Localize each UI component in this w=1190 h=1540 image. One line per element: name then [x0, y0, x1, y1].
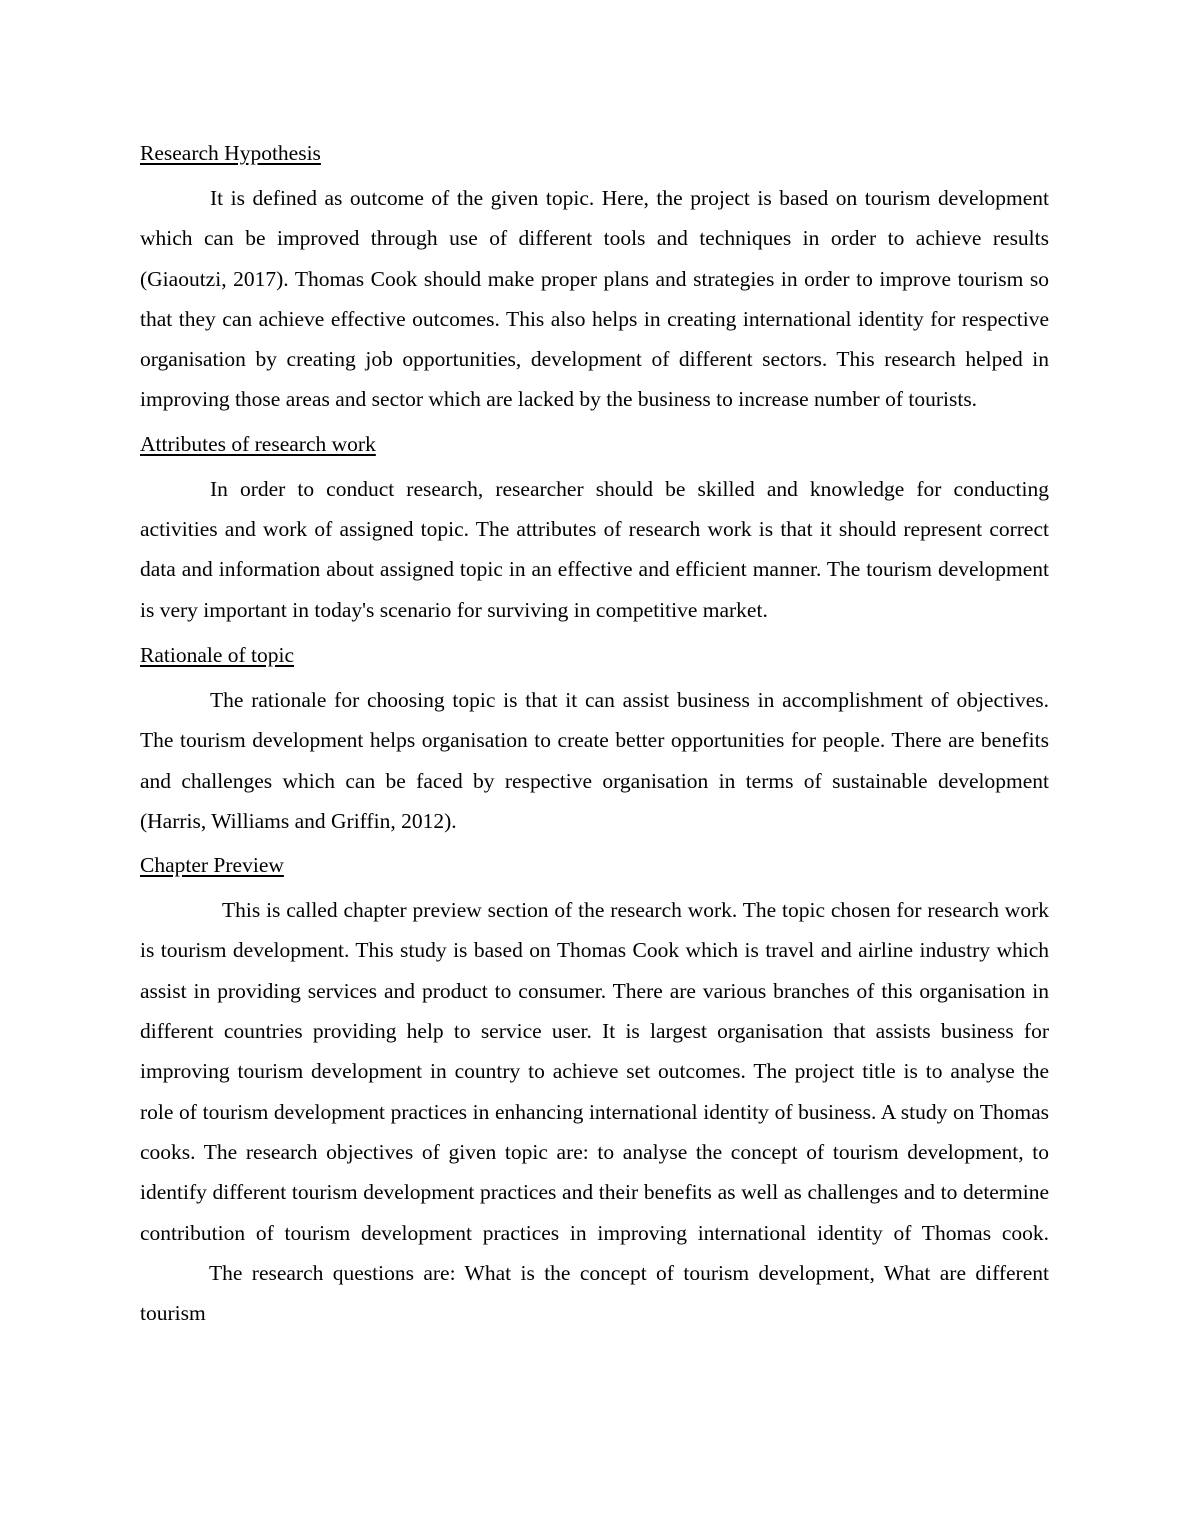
- paragraph-chapter-preview: [140, 890, 1049, 1333]
- heading-rationale-of-topic: Rationale of topic: [140, 642, 295, 667]
- heading-research-hypothesis: Research Hypothesis: [140, 141, 321, 165]
- document-page: [140, 138, 1049, 1333]
- chapter-preview-text-part2: The research questions are: What is the concept of tourism development, What are different tourism: [140, 1260, 1049, 1326]
- heading-attributes-of-research-work: Attributes of research work: [140, 431, 376, 456]
- chapter-preview-text-part1: This is called chapter preview section of the research work. The topic chosen for research work is tourism development. This study is based on Thomas Cook which is travel and airline industry which assist in providing services and product to consumer. There are various branches of this organisation in different countries providing help to service user. It is largest organisation that assists business for improving tourism development in country to achieve set outcomes. The project title is to analyse the role of tourism development practices in enhancing international identity of business. A study on Thomas cooks. The research objectives of given topic are: to analyse the concept of tourism development, to identify different tourism development practices and their benefits as well as challenges and to determine contribution of tourism development practices in improving international identity of Thomas cook.: [140, 898, 1049, 1245]
- paragraph-attributes-of-research-work: In order to conduct research, researcher should be skilled and knowledge for conducting activities and work of assigned topic. The attributes of research work is that it should represent correct data and information about assigned topic in an effective and efficient manner. The tourism development is very important in today's scenario for surviving in competitive market.: [140, 476, 1049, 622]
- heading-chapter-preview: Chapter Preview: [140, 853, 284, 878]
- paragraph-rationale-of-topic: The rationale for choosing topic is that it can assist business in accomplishment of objectives. The tourism development helps organisation to create better opportunities for people. There are benefits and challenges which can be faced by respective organisation in terms of sustainable development (Harris, Williams and Griffin, 2012).: [140, 687, 1049, 833]
- paragraph-research-hypothesis: It is defined as outcome of the given topic. Here, the project is based on tourism development which can be improved through use of different tools and techniques in order to achieve results (Giaoutzi, 2017). Thomas Cook should make proper plans and strategies in order to improve tourism so that they can achieve effective outcomes. This also helps in creating international identity for respective organisation by creating job opportunities, development of different sectors. This research helped in improving those areas and sector which are lacked by the business to increase number of tourists.: [140, 186, 1049, 412]
